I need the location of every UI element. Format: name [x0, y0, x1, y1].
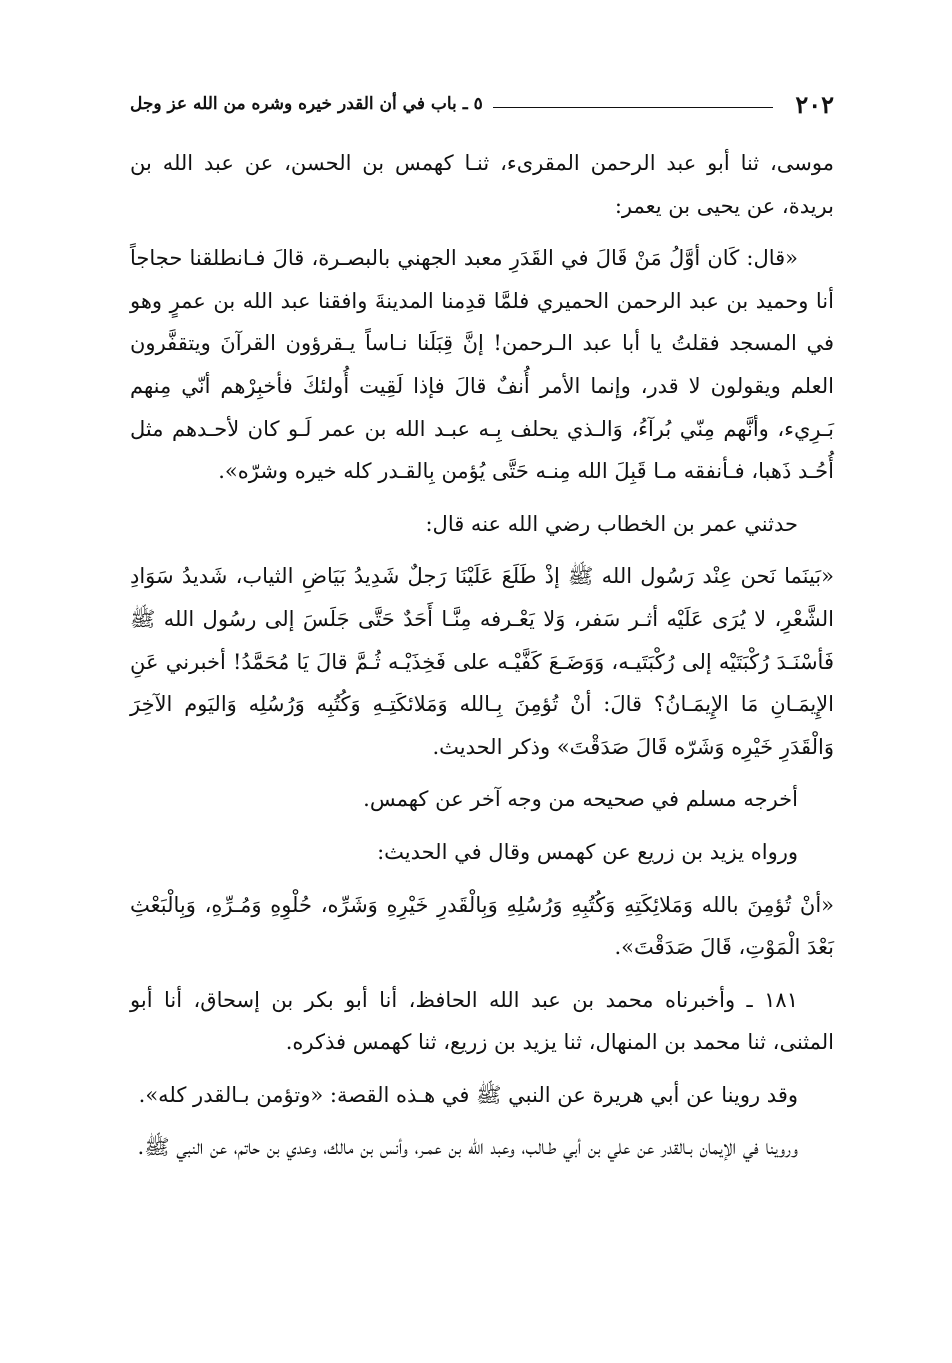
- body-text: [130, 142, 834, 1179]
- paragraph-umar-narration: حدثني عمر بن الخطاب رضي الله عنه قال:: [425, 511, 798, 536]
- paragraph-hadith-jibril: «بَينَما نَحن عِنْد رَسُول الله ﷺ إذْ طَلَعَ عَلَيْنَا رَجلٌ شَدِيدُ بَيَاضِ الثياب، شَديدُ سَوَادِ الشَّعْرِ، لا يُرَى عَلَيْه أثـر سَفر، وَلا يَعْـرفه مِنَّـا أَحَدٌ حَتَّى جَلَسَ إلى رسُول الله ﷺ فَأسْنَـدَ رُكْبَتَيْه إلى رُكْبَتَيـه، وَوَضَـعَ كَفَّيْـه على فَخِذَيْـه ثُـمَّ قالَ يَا مُحَمَّدُ! أخبرني عَنِ الإِيمَـانِ مَا الإِيمَـانُ؟ قالَ: أنْ تُؤمِنَ بِـالله وَمَلائكَتِـهِ وَكُتُبِه وَرُسُلِه وَاليَوم الآخِرَ وَالْقَدَرِ خَيْرِه وَشَرّه قَالَ صَدَقْتَ» وذكر الحديث.: [130, 564, 834, 759]
- header-rule: [493, 107, 774, 108]
- paragraph-abu-hurayra: وقد روينا عن أبي هريرة عن النبي ﷺ في هـذه القصة: «وتؤمن بـالقدر كله».: [138, 1082, 798, 1107]
- paragraph-yazid-narration: ورواه يزيد بن زريع عن كهمس وقال في الحديث:: [377, 839, 798, 864]
- paragraph-yazid-text: «أنْ تُؤمِنَ بالله وَمَلائِكَتِهِ وَكُتُبِهِ وَرُسُلِهِ وَبِالْقَدرِ خَيْرِهِ وَشَرِّه، حُلْوِهِ وَمُـرِّهِ، وَبِالْبَعْثِ بَعْدَ الْمَوْتِ، قَالَ صَدَقْتَ».: [130, 892, 834, 960]
- paragraph-isnad: موسى، ثنا أبو عبد الرحمن المقرىء، ثنـا كهمس بن الحسن، عن عبد الله بن بريدة، عن يحيى بن يعمر:: [130, 151, 834, 218]
- page-header: [130, 84, 834, 124]
- paragraph-hadith-181: ١٨١ ـ وأخبرناه محمد بن عبد الله الحافظ، أنا أبو بكر بن إسحاق، أنا أبو المثنى، ثنا محمد بن المنهال، ثنا يزيد بن زريع، ثنا كهمس فذكره.: [130, 987, 834, 1055]
- paragraph-muslim-reference: أخرجه مسلم في صحيحه من وجه آخر عن كهمس.: [363, 787, 798, 812]
- paragraph-hadith-ibn-umar: «قال: كَان أوَّلُ مَنْ قَالَ في القَدَرِ معبد الجهني بالبصـرة، قالَ فـانطلقنا حجاجاً أنا وحميد بن عبد الرحمن الحميري فلمَّا قدِمنا المدينةَ وافقنا عبد الله بن عمرٍ وهو في المسجد فقلتُ يا أبا عبد الـرحمن! إنَّ قِبَلَنا نـاساً يـقرؤون القرآنَ ويتقفَّرون العلم ويقولون لا قدر، وإنما الأمر أُنفٌ قالَ فإذا لَقِيت أُولئكَ فأخبِرْهم أنّي مِنهم بَـرِيء، وأنَّهم مِنّي بُرآءُ، وَالـذي يحلف بِـه عبـد الله بن عمر لَـو كان لأحـدهم مثل أُحُـد ذَهبا، فـأنفقه مـا قَبِلَ الله مِنـه حَتَّى يُؤمن بِالقـدر كله خيره وشرّه».: [130, 246, 834, 484]
- paragraph-other-narrators: وروينا في الإيمان بـالقدر عن علي بن أبي طـالب، وعبد الله بن عمـر، وأنس بن مالك، وعدي بن حاتم، عن النبي ﷺ.: [137, 1135, 798, 1160]
- page-number: ٢٠٢: [795, 89, 834, 119]
- running-title: ٥ ـ باب في أن القدر خيره وشره من الله عز وجل: [130, 94, 483, 114]
